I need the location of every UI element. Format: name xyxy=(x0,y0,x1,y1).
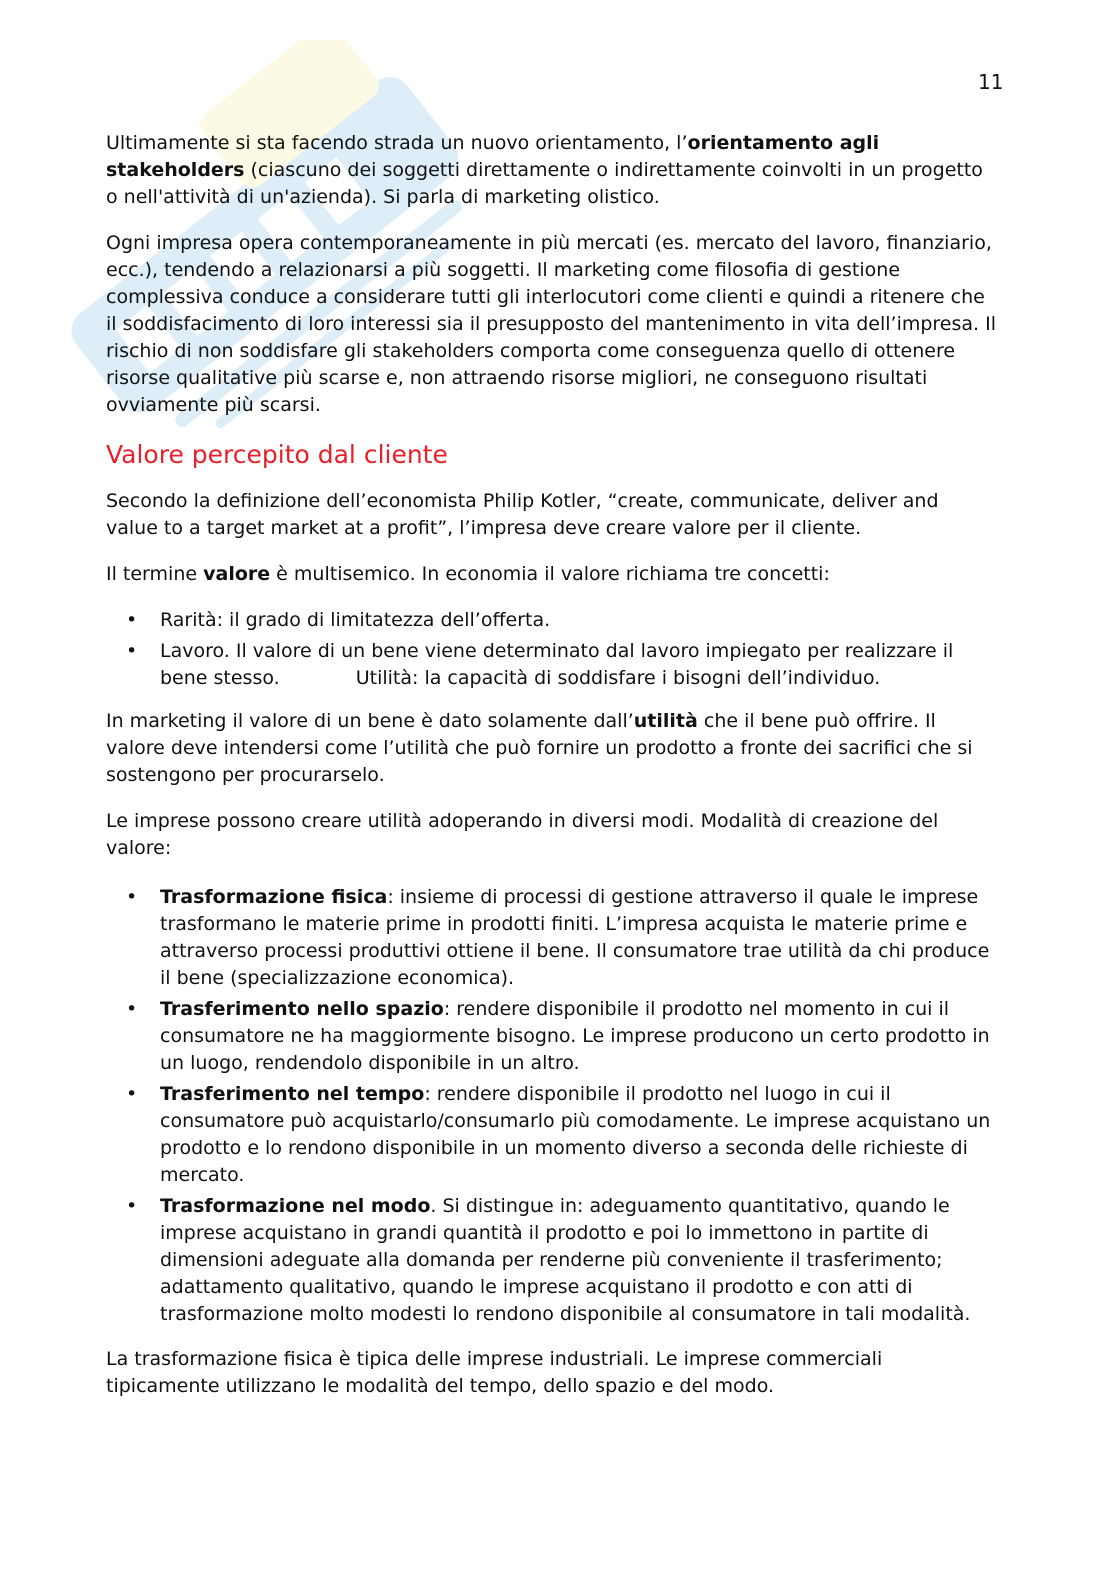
section-heading: Valore percepito dal cliente xyxy=(106,440,448,469)
bold-term: Trasformazione nel modo xyxy=(160,1195,431,1217)
list-item: • Trasformazione nel modo. Si distingue in: adeguamento quantitativo, quando le imprese acquistano in grandi quantità il prodotto e poi lo immettono in partite di dimensioni adeguate alla domanda per renderne più conveniente il trasferimento; adattamento qualitativo, quando le imprese acquistano il prodotto e con atti di trasformazione molto modesti lo rendono disponibile al consumatore in tali modalità. xyxy=(160,1193,996,1328)
page-number: 11 xyxy=(978,70,1004,94)
bold-term: Trasformazione fisica xyxy=(160,886,388,908)
mercati-paragraph: Ogni impresa opera contemporaneamente in più mercati (es. mercato del lavoro, finanziario, ecc.), tendendo a relazionarsi a più soggetti. Il marketing come filosofia di gestione complessiva conduce a considerare tutti gli interlocutori come clienti e quindi a ritenere che il soddisfacimento di loro interessi sia il presupposto del mantenimento in vita dell’impresa. Il rischio di non soddisfare gli stakeholders comporta come conseguenza quello di ottenere risorse qualitative più scarse e, non attraendo risorse migliori, ne conseguono risultati ovviamente più scarsi. xyxy=(106,232,997,416)
modalita-list xyxy=(106,884,996,1328)
list-item: • Lavoro. Il valore di un bene viene determinato dal lavoro impiegato per realizzare il bene stesso. Utilità: la capacità di soddisfare i bisogni dell’individuo. xyxy=(160,638,996,692)
list-item: • Trasferimento nel tempo: rendere disponibile il prodotto nel luogo in cui il consumatore può acquistarlo/consumarlo più comodamente. Le imprese acquistano un prodotto e lo rendono disponibile in un momento diverso a seconda delle richieste di mercato. xyxy=(160,1081,996,1189)
stakeholders-paragraph: Ultimamente si sta facendo strada un nuovo orientamento, l’orientamento agli stakeholders (ciascuno dei soggetti direttamente o indirettamente coinvolti in un progetto o nell'attività di un'azienda). Si parla di marketing olistico. xyxy=(106,132,983,208)
valore-paragraph: Il termine valore è multisemico. In economia il valore richiama tre concetti: xyxy=(106,563,830,585)
bold-term: orientamento agli stakeholders xyxy=(106,132,880,181)
closing-paragraph: La trasformazione fisica è tipica delle imprese industriali. Le imprese commerciali tipicamente utilizzano le modalità del tempo, dello spazio e del modo. xyxy=(106,1348,883,1397)
utilita-paragraph: In marketing il valore di un bene è dato solamente dall’utilità che il bene può offrire. Il valore deve intendersi come l’utilità che può fornire un prodotto a fronte dei sacrifici che si sostengono per procurarselo. xyxy=(106,710,973,786)
concepts-list xyxy=(106,607,996,692)
list-item: • Trasformazione fisica: insieme di processi di gestione attraverso il quale le imprese trasformano le materie prime in prodotti finiti. L’impresa acquista le materie prime e attraverso processi produttivi ottiene il bene. Il consumatore trae utilità da chi produce il bene (specializzazione economica). xyxy=(160,884,996,992)
document-body xyxy=(106,130,996,1419)
list-item: • Rarità: il grado di limitatezza dell’offerta. xyxy=(160,607,996,634)
modalita-intro: Le imprese possono creare utilità adoperando in diversi modi. Modalità di creazione del valore: xyxy=(106,810,939,859)
bold-term: utilità xyxy=(633,710,698,732)
bold-term: Trasferimento nel tempo xyxy=(160,1083,425,1105)
kotler-paragraph: Secondo la definizione dell’economista Philip Kotler, “create, communicate, deliver and value to a target market at a profit”, l’impresa deve creare valore per il cliente. xyxy=(106,490,939,539)
bold-term: Trasferimento nello spazio xyxy=(160,998,444,1020)
bold-term: valore xyxy=(203,563,271,585)
list-item: • Trasferimento nello spazio: rendere disponibile il prodotto nel momento in cui il consumatore ne ha maggiormente bisogno. Le imprese producono un certo prodotto in un luogo, rendendolo disponibile in un altro. xyxy=(160,996,996,1077)
